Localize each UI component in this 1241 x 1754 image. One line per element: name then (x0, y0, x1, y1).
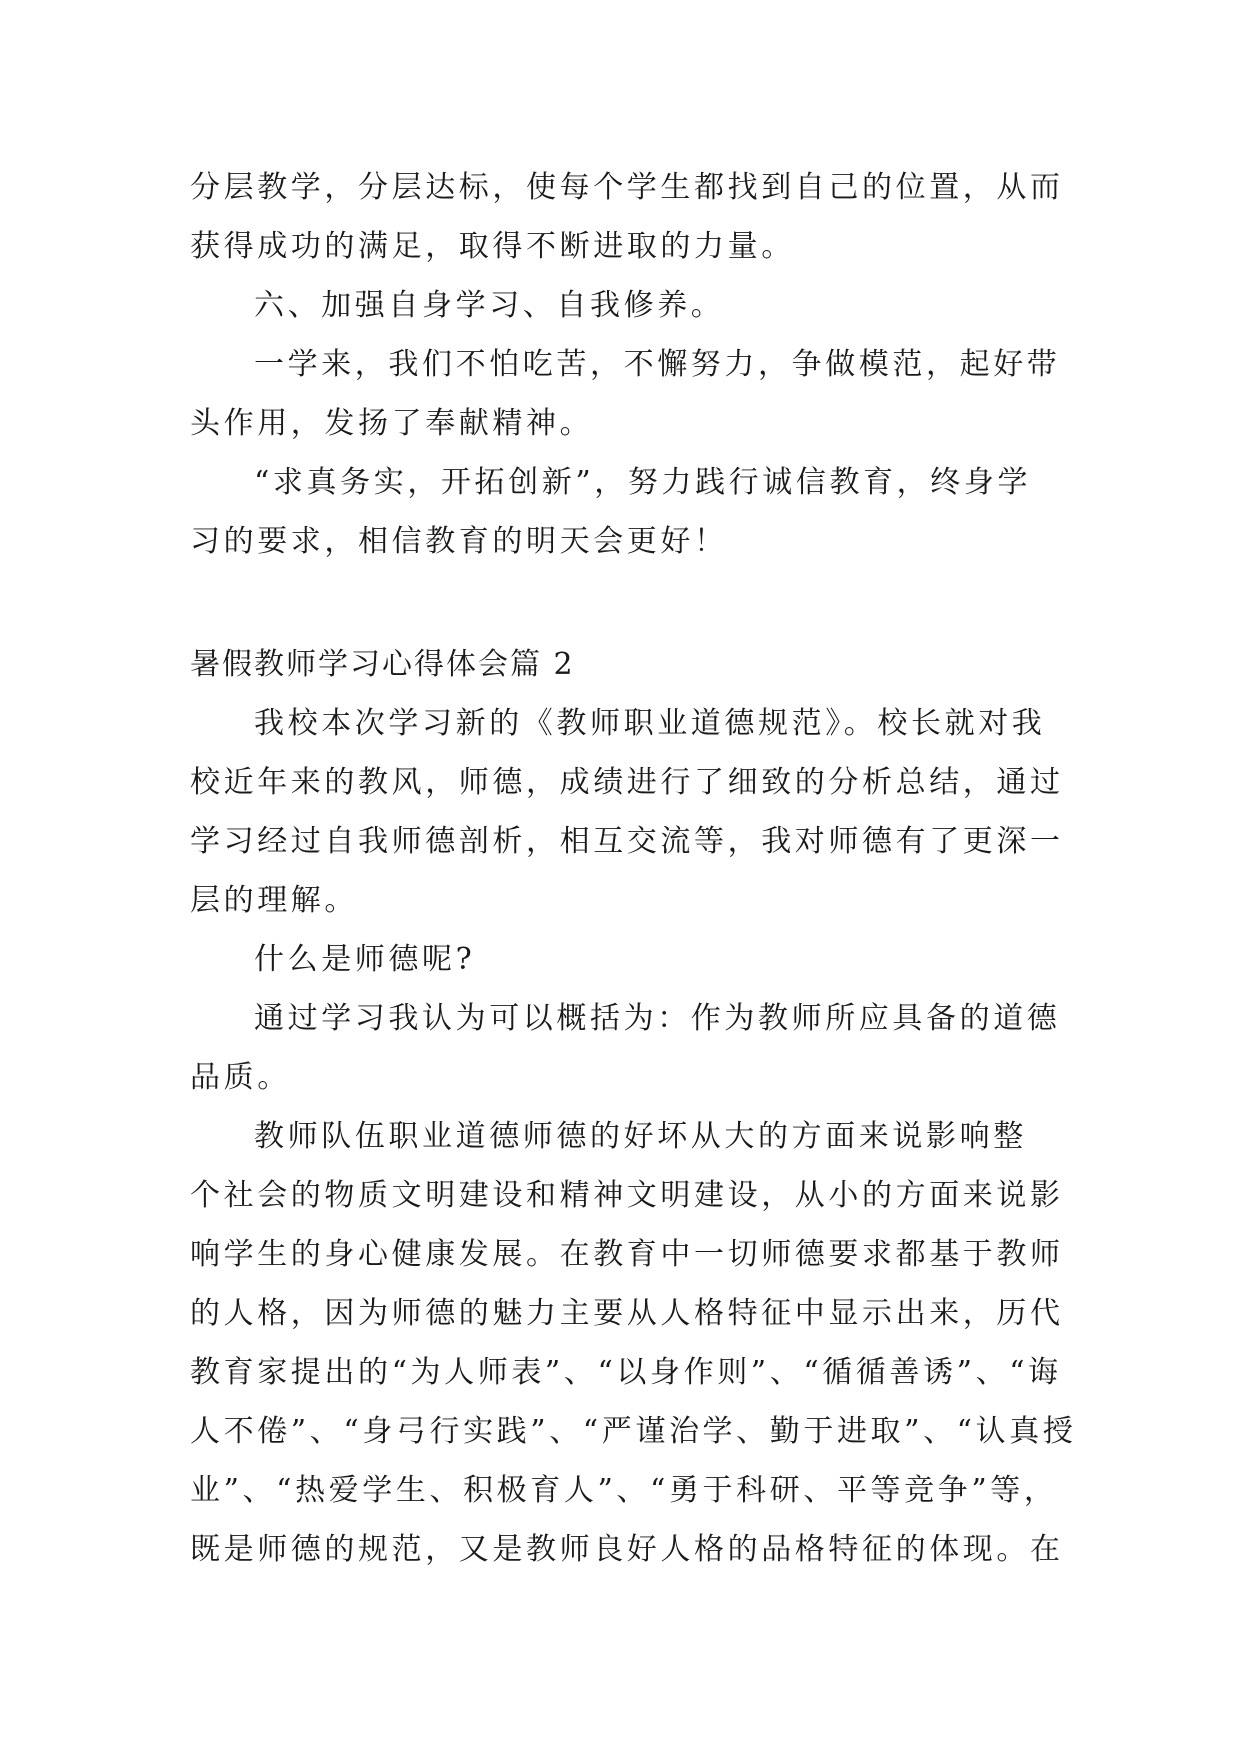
text-line: 层的理解。 (190, 883, 358, 918)
text-line: 六、加强自身学习、自我修养。 (254, 288, 725, 323)
paragraph (190, 453, 1058, 571)
paragraph (190, 335, 1061, 453)
text-line: 通过学习我认为可以概括为：作为教师所应具备的道德 (254, 1001, 1061, 1036)
text-line: 分层教学，分层达标，使每个学生都找到自己的位置，从而 (190, 170, 1064, 205)
text-line: 习的要求，相信教育的明天会更好！ (190, 524, 728, 559)
text-line: 人不倦”、“身弓行实践”、“严谨治学、勤于进取”、“认真授 (190, 1414, 1077, 1449)
text-line: 既是师德的规范，又是教师良好人格的品格特征的体现。在 (190, 1532, 1064, 1567)
text-line: 学习经过自我师德剖析，相互交流等，我对师德有了更深一 (190, 824, 1064, 859)
text-line: 品质。 (190, 1060, 291, 1095)
text-line: 个社会的物质文明建设和精神文明建设，从小的方面来说影 (190, 1178, 1064, 1213)
text-line: 头作用，发扬了奉献精神。 (190, 406, 594, 441)
text-line: 一学来，我们不怕吃苦，不懈努力，争做模范，起好带 (254, 347, 1061, 382)
text-line: “求真务实，开拓创新”，努力践行诚信教育，终身学 (254, 465, 1032, 500)
text-line: 业”、“热爱学生、积极育人”、“勇于科研、平等竞争”等， (190, 1473, 1058, 1508)
paragraph (190, 1107, 1077, 1579)
document-body (190, 158, 1077, 1579)
text-line: 获得成功的满足，取得不断进取的力量。 (190, 229, 795, 264)
paragraph-section-six (190, 276, 1058, 335)
text-line: 教育家提出的“为人师表”、“以身作则”、“循循善诱”、“诲 (190, 1355, 1062, 1390)
text-line: 我校本次学习新的《教师职业道德规范》。校长就对我 (254, 706, 1046, 741)
paragraph (190, 989, 1061, 1107)
text-line: 什么是师德呢? (254, 942, 476, 977)
text-line: 的人格，因为师德的魅力主要从人格特征中显示出来，历代 (190, 1296, 1064, 1331)
text-line: 响学生的身心健康发展。在教育中一切师德要求都基于教师 (190, 1237, 1064, 1272)
paragraph-question (190, 930, 1058, 989)
section-title: 暑假教师学习心得体会篇 2 (190, 647, 575, 682)
text-line: 教师队伍职业道德师德的好坏从大的方面来说影响整 (254, 1119, 1027, 1154)
section-gap (190, 571, 1058, 635)
paragraph (190, 694, 1064, 930)
paragraph-continuation (190, 158, 1064, 276)
text-line: 校近年来的教风，师德，成绩进行了细致的分析总结，通过 (190, 765, 1064, 800)
